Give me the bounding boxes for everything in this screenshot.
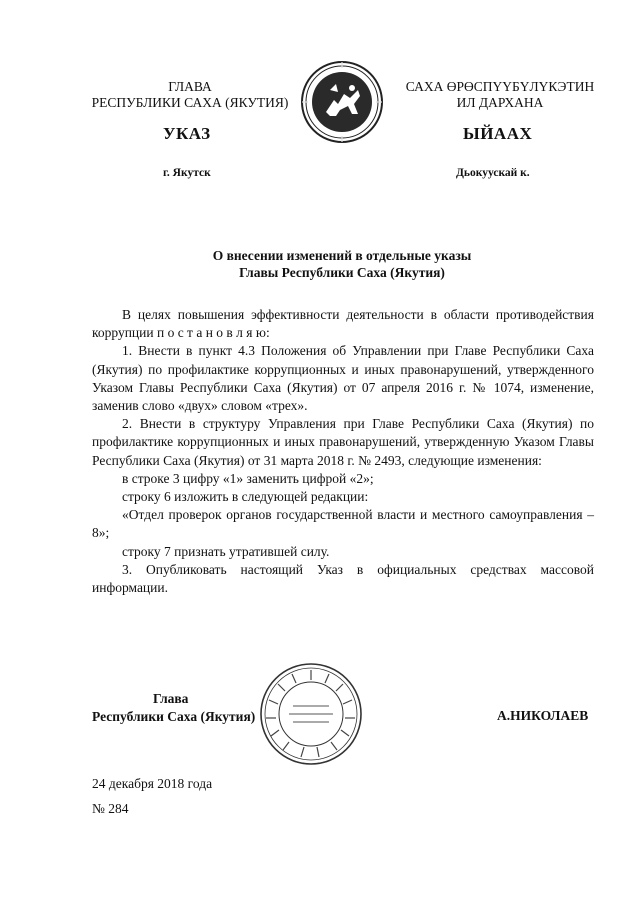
document-number: № 284 <box>92 801 129 816</box>
paragraph-item-3: 3. Опубликовать настоящий Указ в официальных средствах массовой информации. <box>92 561 594 596</box>
coat-of-arms-icon <box>300 60 384 144</box>
issuer-sakha-line2: ИЛ ДАРХАНА <box>456 95 544 110</box>
document-title <box>90 247 594 281</box>
issuer-sakha-line1: САХА ӨРӨСПҮҮБҮЛҮКЭТИН <box>405 79 595 94</box>
paragraph-sub-2: строку 6 изложить в следующей редакции: <box>122 489 369 505</box>
paragraph-sub-4: строку 7 признать утратившей силу. <box>122 543 330 559</box>
issuer-ru <box>70 79 310 111</box>
issuer-sakha <box>390 79 610 111</box>
signatory-title-line1: Глава <box>153 691 189 706</box>
paragraph-preamble: В целях повышения эффективности деятельности в области противодействия коррупции п о с т а н о в л я ю: <box>92 307 594 341</box>
paragraph-item-2: 2. Внести в структуру Управления при Главе Республики Саха (Якутия) по профилактике коррупционных и иных правонарушений, утвержденную Указом Главы Республики Саха (Якутия) от 31 марта 2018 г. № 2493, следующие изменения: <box>92 416 594 468</box>
doc-type-ru: УКАЗ <box>163 124 211 143</box>
title-line2: Главы Республики Саха (Якутия) <box>239 265 445 280</box>
paragraph-item-1: 1. Внести в пункт 4.3 Положения об Управлении при Главе Республики Саха (Якутия) по профилактике коррупционных и иных правонарушений, утвержденного Указом Главы Республики Саха (Якутия) от 07 апреля 2016 г. № 1074, изменение, заменив слово «двух» словом «трех». <box>92 343 594 414</box>
signatory-name: А.НИКОЛАЕВ <box>497 708 589 723</box>
city-sakha: Дьокуускай к. <box>456 167 530 179</box>
document-date: 24 декабря 2018 года <box>92 776 213 791</box>
document-body <box>92 306 594 597</box>
title-line1: О внесении изменений в отдельные указы <box>212 248 472 263</box>
official-seal-icon <box>259 662 363 766</box>
city-ru: г. Якутск <box>163 167 211 179</box>
paragraph-sub-3: «Отдел проверок органов государственной власти и местного самоуправления – 8»; <box>92 507 594 541</box>
issuer-ru-line2: РЕСПУБЛИКИ САХА (ЯКУТИЯ) <box>91 95 289 110</box>
doc-type-sakha: ЫЙААХ <box>463 124 533 143</box>
paragraph-sub-1: в строке 3 цифру «1» заменить цифрой «2»; <box>122 470 374 486</box>
issuer-ru-line1: ГЛАВА <box>168 79 212 94</box>
signatory-title-line2: Республики Саха (Якутия) <box>92 709 256 724</box>
